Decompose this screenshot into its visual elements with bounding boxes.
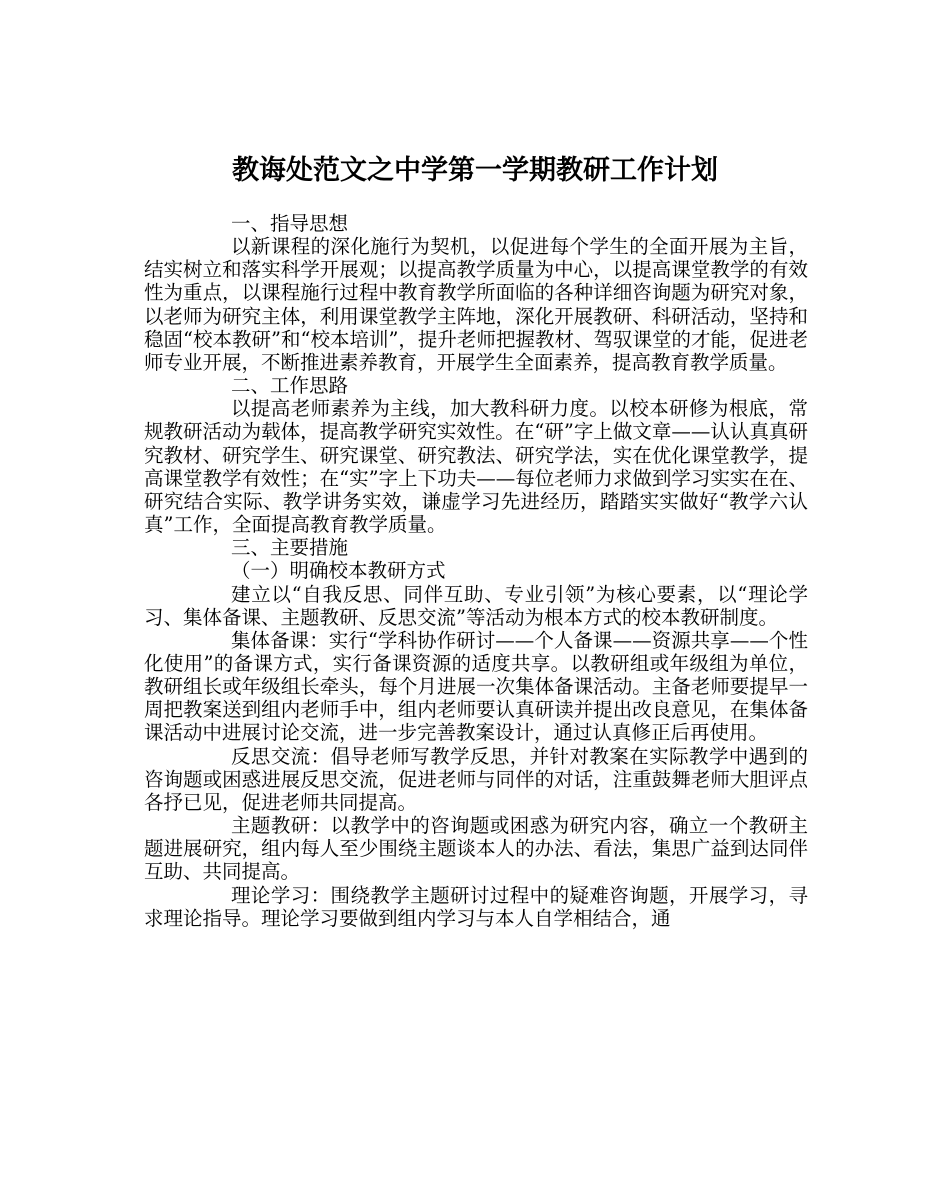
paragraph: 主题教研：以教学中的咨询题或困惑为研究内容，确立一个教研主题进展研究，组内每人至少围绕主题谈本人的办法、看法，集思广益到达同伴互助、共同提高。 [144,814,808,884]
section-heading: 三、主要措施 [231,536,349,560]
subsection-heading: （一）明确校本教研方式 [231,559,446,583]
paragraph: 以提高老师素养为主线，加大教科研力度。以校本研修为根底，常规教研活动为载体，提高教学研究实效性。在“研”字上做文章——认认真真研究教材、研究学生、研究课堂、研究教法、研究学法，实在优化课堂教学，提高课堂教学有效性；在“实”字上下功夫——每位老师力求做到学习实实在在、研究结合实际、教学讲务实效，谦虚学习先进经历，踏踏实实做好“教学六认真”工作，全面提高教育教学质量。 [144,397,808,537]
paragraph: 理论学习：围绕教学主题研讨过程中的疑难咨询题，开展学习，寻求理论指导。理论学习要做到组内学习与本人自学相结合，通 [144,883,808,930]
section-heading: 一、指导思想 [231,212,349,235]
paragraph: 建立以“自我反思、同伴互助、专业引领”为核心要素，以“理论学习、集体备课、主题教研、反思交流”等活动为根本方式的校本教研制度。 [144,582,808,629]
paragraph: 集体备课：实行“学科协作研讨——个人备课——资源共享——个性化使用”的备课方式，实行备课资源的适度共享。以教研组或年级组为单位，教研组长或年级组长牵头，每个月进展一次集体备课活动。主备老师要提早一周把教案送到组内老师手中，组内老师要认真研读并提出改良意见，在集体备课活动中进展讨论交流，进一步完善教案设计，通过认真修正后再使用。 [144,628,808,745]
document-body [144,212,808,930]
paragraph: 以新课程的深化施行为契机，以促进每个学生的全面开展为主旨，结实树立和落实科学开展观；以提高教学质量为中心，以提高课堂教学的有效性为重点，以课程施行过程中教育教学所面临的各种详细咨询题为研究对象，以老师为研究主体，利用课堂教学主阵地，深化开展教研、科研活动，坚持和稳固“校本教研”和“校本培训”，提升老师把握教材、驾驭课堂的才能，促进老师专业开展，不断推进素养教育，开展学生全面素养，提高教育教学质量。 [144,235,808,374]
section-heading: 二、工作思路 [231,374,349,398]
paragraph: 反思交流：倡导老师写教学反思，并针对教案在实际教学中遇到的咨询题或困惑进展反思交流，促进老师与同伴的对话，注重鼓舞老师大胆评点各抒已见，促进老师共同提高。 [144,744,808,814]
document-title: 教诲处范文之中学第一学期教研工作计划 [232,155,718,187]
